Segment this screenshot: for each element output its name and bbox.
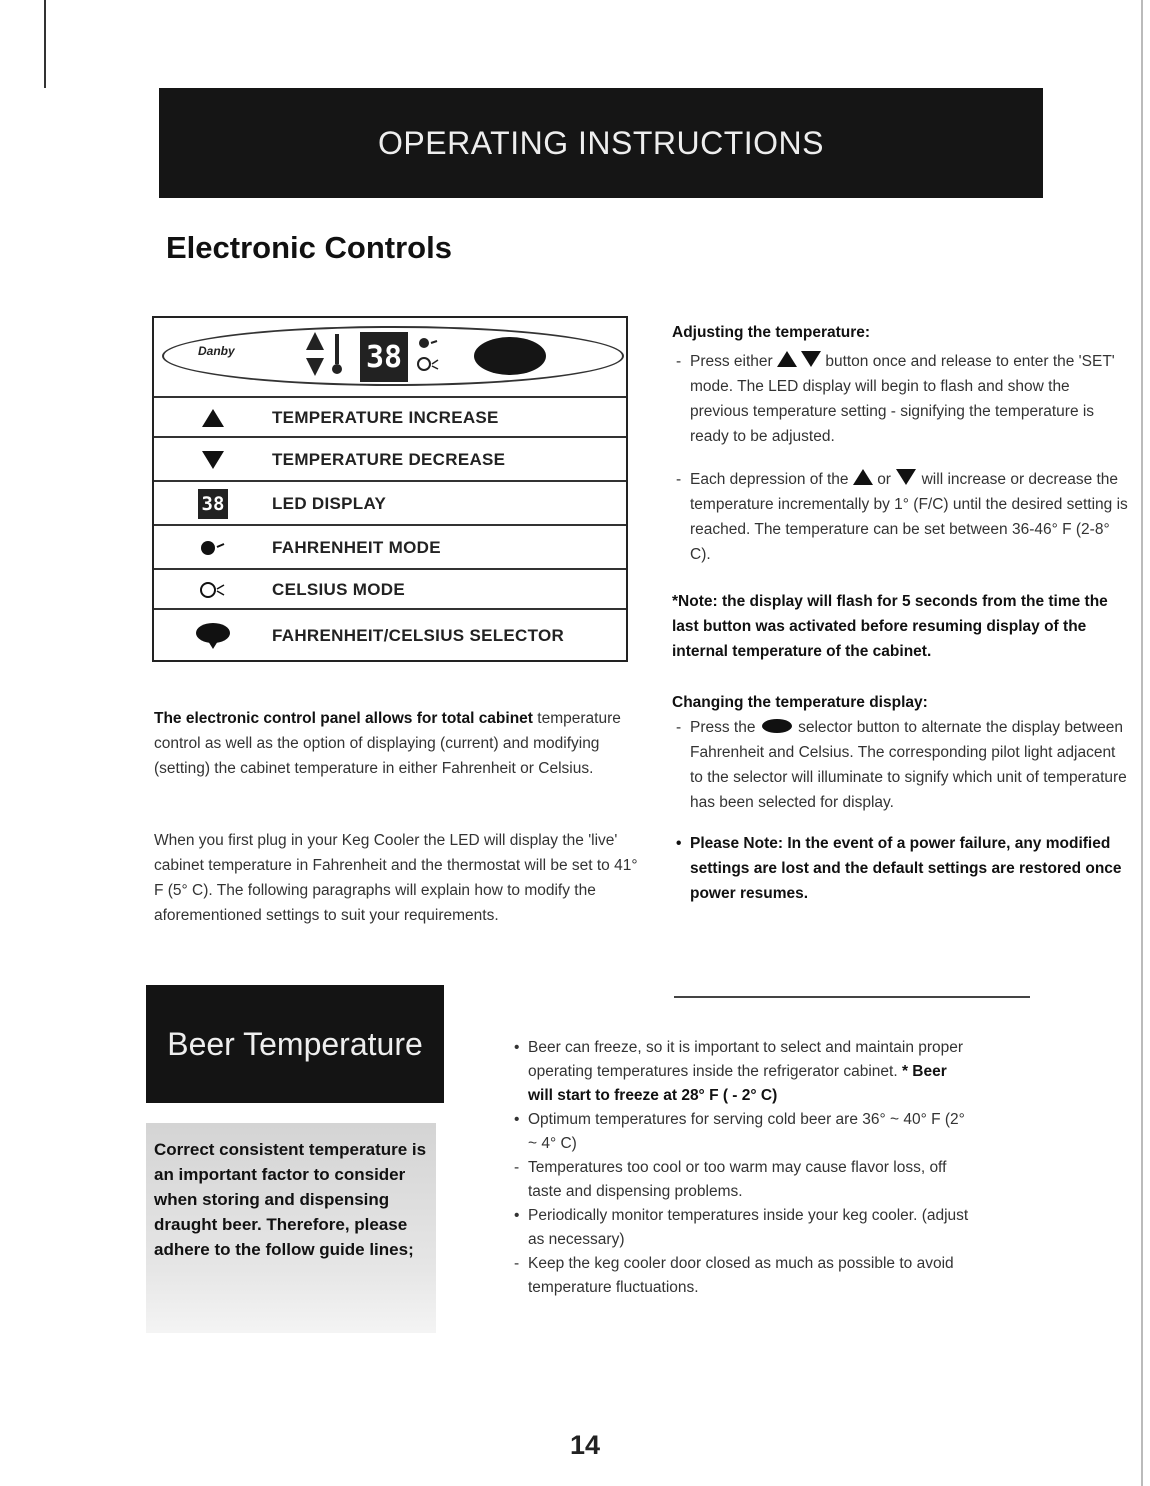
- selector-button-icon: [472, 334, 552, 378]
- change-heading: Changing the temperature display:: [672, 694, 928, 711]
- adjust-bullet: [672, 349, 1132, 449]
- beer-title-text: Beer Temperature: [167, 1025, 423, 1062]
- legend-row: [154, 608, 626, 662]
- change-bullet: [672, 715, 1132, 815]
- triangle-up-icon: [200, 407, 226, 429]
- legend-label: FAHRENHEIT/CELSIUS SELECTOR: [272, 626, 565, 645]
- freeze-warning: * Beer will start to freeze at 28° F ( - 2° C): [528, 1063, 947, 1104]
- adjust-bullet-text: Press either: [690, 353, 773, 370]
- intro-paragraph: [154, 706, 632, 781]
- first-plug-paragraph: When you first plug in your Keg Cooler the LED will display the 'live' cabinet temperature in Fahrenheit and the thermostat will be set to 41° F (5° C). The following paragraphs will explain how to modify the aforementioned settings to suit your requirements.: [154, 832, 638, 924]
- adjust-bullet-text: will increase or decrease the temperature incrementally by 1° (F/C) until the desired setting is reached. The temperature can be set between 36-46° F (2-8° C).: [690, 471, 1128, 563]
- hollow-indicator-icon: [198, 580, 228, 600]
- legend-label: CELSIUS MODE: [272, 580, 406, 599]
- triangle-down-icon: [200, 449, 226, 471]
- section-divider: [674, 996, 1030, 998]
- brand-logo: Danby: [198, 344, 235, 358]
- triangle-up-icon: [853, 468, 873, 486]
- thermometer-icon: [330, 332, 344, 376]
- legend-label: TEMPERATURE INCREASE: [272, 408, 499, 427]
- beer-callout-text: Correct consistent temperature is an important factor to consider when storing and dispensing draught beer. Therefore, please adhere to the follow guide lines;: [154, 1140, 427, 1259]
- beer-bullet: - Temperatures too cool or too warm may cause flavor loss, off taste and dispensing problems.: [510, 1156, 970, 1204]
- triangle-down-icon: [895, 468, 917, 486]
- page-edge: [1141, 0, 1143, 1486]
- beer-section-title: [146, 985, 444, 1103]
- legend-label: LED DISPLAY: [272, 494, 387, 513]
- beer-callout-box: [146, 1123, 436, 1333]
- adjust-bullet-text: button once and release to enter the 'SET' mode. The LED display will begin to flash and show the previous temperature setting - signifying the temperature is ready to be adjusted.: [690, 353, 1115, 445]
- selector-button-icon: [193, 621, 233, 651]
- control-legend-table: [152, 316, 628, 662]
- power-failure-note: • Please Note: In the event of a power failure, any modified settings are lost and the default settings are restored once power resumes.: [672, 831, 1132, 906]
- scan-margin-mark: [44, 0, 46, 88]
- adjust-section: [672, 320, 1132, 906]
- led-display-icon: 38: [198, 489, 228, 519]
- legend-label: TEMPERATURE DECREASE: [272, 450, 506, 469]
- section-title: Electronic Controls: [166, 230, 452, 265]
- adjust-bullet: [672, 467, 1132, 567]
- legend-row: [154, 568, 626, 610]
- filled-indicator-icon: [198, 538, 228, 558]
- beer-bullet: - Keep the keg cooler door closed as much as possible to avoid temperature fluctuations.: [510, 1252, 970, 1300]
- up-down-buttons-icon: [777, 350, 821, 368]
- adjust-heading: Adjusting the temperature:: [672, 324, 871, 341]
- legend-row: [154, 480, 626, 526]
- legend-label: FAHRENHEIT MODE: [272, 538, 441, 557]
- header-title: OPERATING INSTRUCTIONS: [378, 124, 824, 161]
- mode-indicator-icons: [416, 334, 444, 376]
- led-display: 38: [360, 332, 408, 382]
- change-bullet-text: Press the: [690, 719, 756, 736]
- page-header: [159, 88, 1043, 198]
- adjust-bullet-text: or: [877, 471, 891, 488]
- page-number: 14: [569, 1430, 601, 1460]
- control-panel-illustration: [154, 318, 626, 396]
- intro-bold: The electronic control panel allows for total cabinet: [154, 710, 533, 727]
- intro-text: temperature control as well as the option of displaying (current) and modifying (setting) the cabinet temperature in either Fahrenheit or Celsius.: [154, 710, 621, 777]
- beer-bullet: • Optimum temperatures for serving cold beer are 36° ~ 40° F (2° ~ 4° C): [510, 1108, 970, 1156]
- legend-row: [154, 396, 626, 438]
- legend-row: [154, 524, 626, 570]
- selector-button-icon: [760, 717, 794, 735]
- flash-note: *Note: the display will flash for 5 seconds from the time the last button was activated before resuming display of the internal temperature of the cabinet.: [672, 593, 1108, 660]
- adjust-bullet-text: Each depression of the: [690, 471, 849, 488]
- beer-bullet: [510, 1036, 970, 1108]
- beer-bullet-text: Beer can freeze, so it is important to select and maintain proper operating temperatures inside the refrigerator cabinet.: [528, 1039, 964, 1080]
- legend-row: [154, 436, 626, 482]
- beer-bullet: • Periodically monitor temperatures inside your keg cooler. (adjust as necessary): [510, 1204, 970, 1252]
- up-down-arrows-icon: [304, 330, 326, 380]
- beer-bullet-list: [510, 1036, 970, 1300]
- change-bullet-text: selector button to alternate the display between Fahrenheit and Celsius. The corresponding pilot light adjacent to the selector will illuminate to signify which unit of temperature has been selected for display.: [690, 719, 1127, 811]
